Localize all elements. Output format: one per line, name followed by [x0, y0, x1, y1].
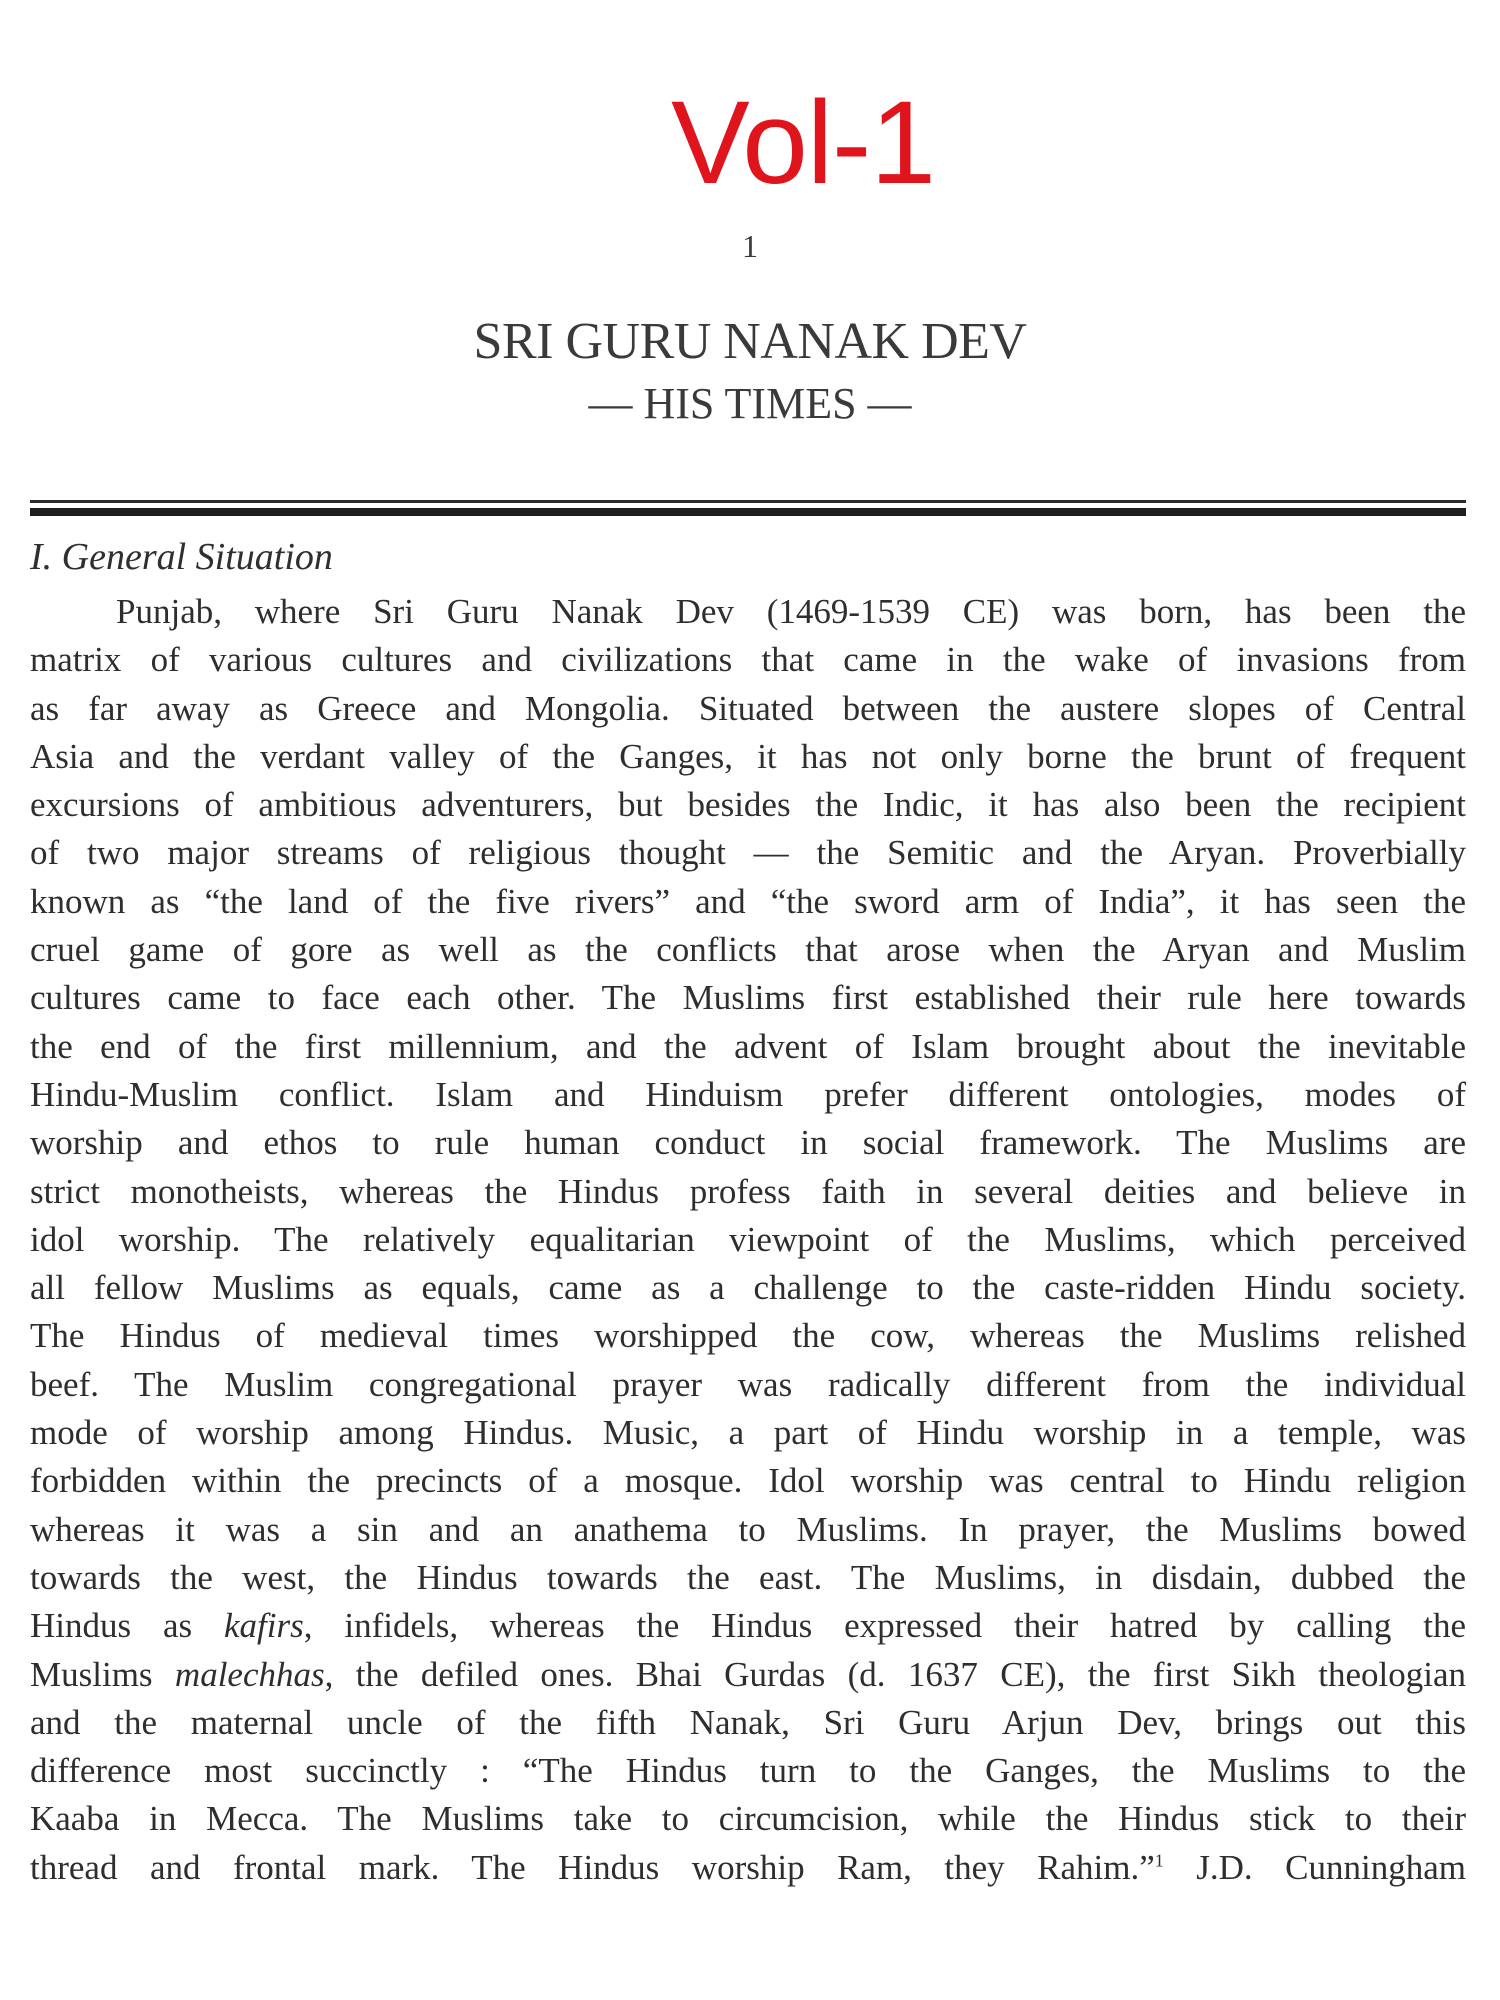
- text-line: difference most succinctly : “The Hindus turn to the Ganges, the Muslims to the: [30, 1751, 1466, 1791]
- footnote-marker[interactable]: 1: [1154, 1850, 1164, 1871]
- italic-term-malechhas: malechhas: [174, 1654, 325, 1694]
- text-line: as far away as Greece and Mongolia. Situated between the austere slopes of Central: [30, 688, 1466, 728]
- text-line: [30, 1651, 1466, 1699]
- text-line: worship and ethos to rule human conduct in social framework. The Muslims are: [30, 1123, 1466, 1163]
- text-line: beef. The Muslim congregational prayer was radically different from the individual: [30, 1364, 1466, 1404]
- text-line: forbidden within the precincts of a mosque. Idol worship was central to Hindu religion: [30, 1461, 1466, 1501]
- text-line: matrix of various cultures and civilizations that came in the wake of invasions from: [30, 640, 1466, 680]
- italic-term-kafirs: kafirs: [224, 1606, 304, 1646]
- header-divider-thin: [30, 500, 1466, 503]
- text-line: The Hindus of medieval times worshipped the cow, whereas the Muslims relished: [30, 1316, 1466, 1356]
- text-segment: J.D. Cunningham: [1163, 1847, 1466, 1887]
- text-line: Asia and the verdant valley of the Ganges, it has not only borne the brunt of frequent: [30, 736, 1466, 776]
- text-line: all fellow Muslims as equals, came as a challenge to the caste-ridden Hindu society.: [30, 1268, 1466, 1308]
- text-segment: , infidels, whereas the Hindus expressed their hatred by calling the: [303, 1606, 1466, 1646]
- text-line: towards the west, the Hindus towards the east. The Muslims, in disdain, dubbed the: [30, 1557, 1466, 1597]
- chapter-subtitle: — HIS TIMES —: [588, 379, 912, 428]
- text-line: strict monotheists, whereas the Hindus profess faith in several deities and believe in: [30, 1171, 1466, 1211]
- header-divider-thick: [30, 508, 1466, 516]
- chapter-title: SRI GURU NANAK DEV: [473, 313, 1027, 370]
- text-line: of two major streams of religious thought — the Semitic and the Aryan. Proverbially: [30, 833, 1466, 873]
- text-segment: thread and frontal mark. The Hindus worship Ram, they Rahim.”: [30, 1847, 1155, 1887]
- text-segment: , the defiled ones. Bhai Gurdas (d. 1637 CE), the first Sikh theologian: [324, 1654, 1466, 1694]
- text-line: Kaaba in Mecca. The Muslims take to circumcision, while the Hindus stick to their: [30, 1799, 1466, 1839]
- chapter-number: 1: [742, 228, 758, 264]
- text-segment: Hindus as: [30, 1606, 225, 1646]
- body-paragraph: [30, 588, 1466, 1892]
- text-line: [30, 1844, 1466, 1892]
- text-line: whereas it was a sin and an anathema to Muslims. In prayer, the Muslims bowed: [30, 1509, 1466, 1549]
- text-line: cruel game of gore as well as the conflicts that arose when the Aryan and Muslim: [30, 930, 1466, 970]
- text-line: excursions of ambitious adventurers, but besides the Indic, it has also been the recipient: [30, 785, 1466, 825]
- section-heading: I. General Situation: [30, 536, 333, 578]
- text-line: cultures came to face each other. The Muslims first established their rule here towards: [30, 978, 1466, 1018]
- text-line: Punjab, where Sri Guru Nanak Dev (1469-1539 CE) was born, has been the: [116, 592, 1466, 631]
- text-line: and the maternal uncle of the fifth Nanak, Sri Guru Arjun Dev, brings out this: [30, 1702, 1466, 1742]
- text-line: known as “the land of the five rivers” and “the sword arm of India”, it has seen the: [30, 881, 1466, 921]
- text-line: Hindu-Muslim conflict. Islam and Hinduism prefer different ontologies, modes of: [30, 1074, 1466, 1114]
- volume-label: Vol-1: [671, 77, 935, 209]
- text-line: idol worship. The relatively equalitarian viewpoint of the Muslims, which perceived: [30, 1219, 1466, 1259]
- text-line: [30, 1602, 1466, 1650]
- text-line: the end of the first millennium, and the advent of Islam brought about the inevitable: [30, 1026, 1466, 1066]
- text-segment: Muslims: [30, 1654, 175, 1694]
- text-line: mode of worship among Hindus. Music, a part of Hindu worship in a temple, was: [30, 1413, 1466, 1453]
